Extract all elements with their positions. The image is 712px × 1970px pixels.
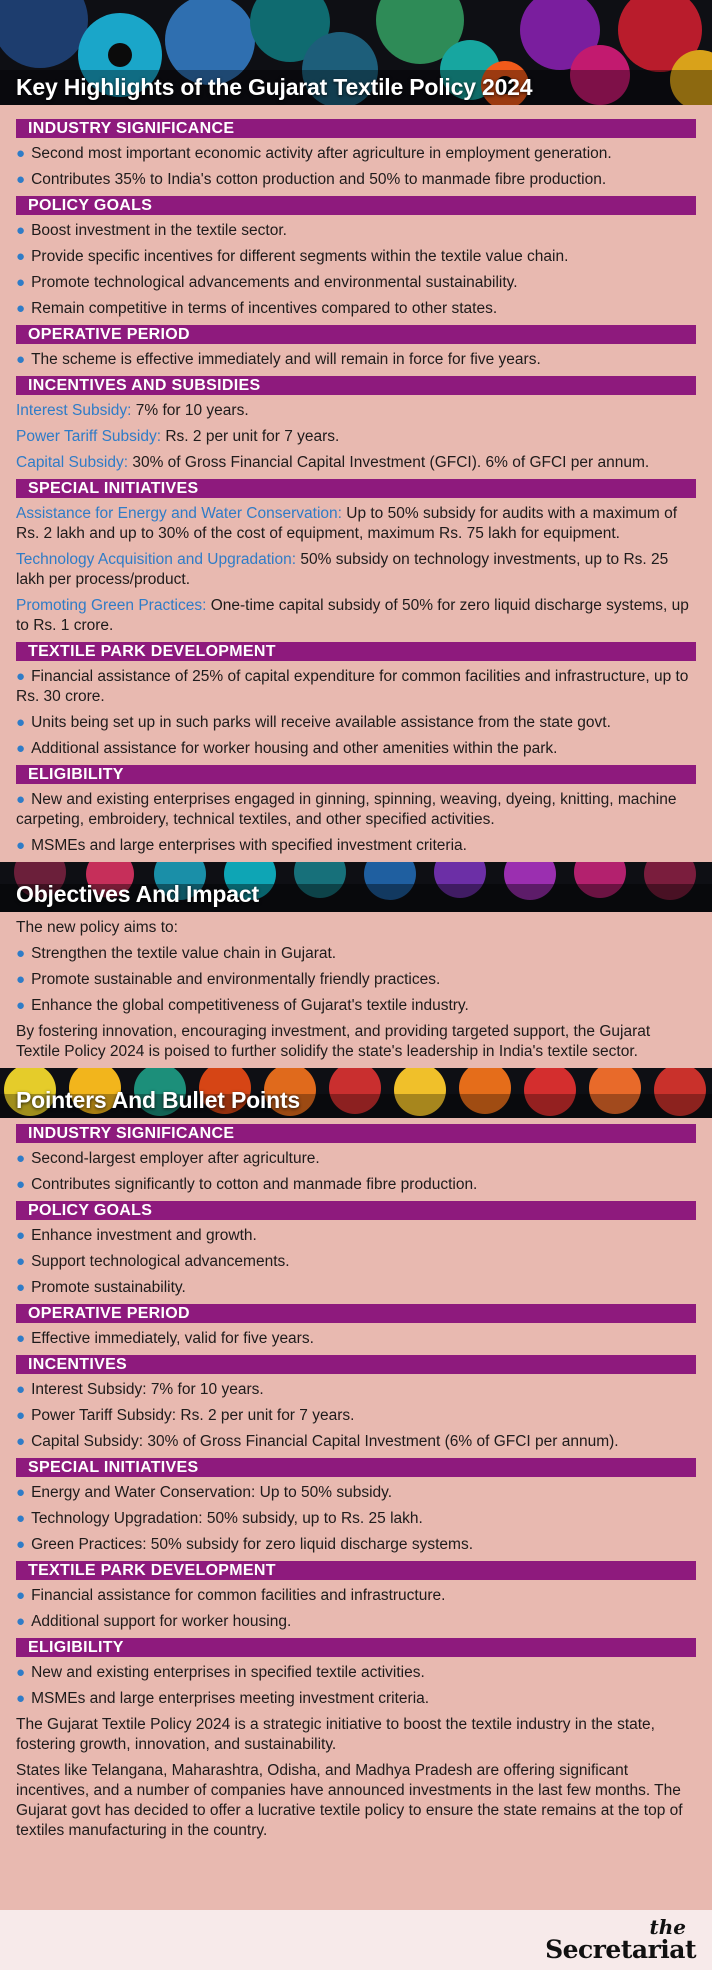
top-sections — [0, 105, 712, 856]
list-item: ● Units being set up in such parks will receive available assistance from the state govt. — [16, 714, 611, 731]
section-heading-incentives: INCENTIVES — [16, 1355, 696, 1374]
section-heading-industry-significance: INDUSTRY SIGNIFICANCE — [16, 119, 696, 138]
list-item: ● Additional support for worker housing. — [16, 1613, 292, 1630]
bullet-icon: ● — [16, 1484, 26, 1501]
bullet-icon: ● — [16, 668, 26, 685]
section-heading-incentives-and-subsidies: INCENTIVES AND SUBSIDIES — [16, 376, 696, 395]
list-item: ● Strengthen the textile value chain in Gujarat. — [16, 945, 337, 962]
bullet-icon: ● — [16, 1510, 26, 1527]
bullet-icon: ● — [16, 945, 26, 962]
secretariat-logo — [545, 1917, 696, 1962]
list-item: ● Financial assistance of 25% of capital expenditure for common facilities and infrastructure, up to Rs. 30 crore. — [16, 668, 689, 705]
list-item: ● Promote technological advancements and environmental sustainability. — [16, 274, 518, 291]
list-item: ● MSMEs and large enterprises meeting investment criteria. — [16, 1690, 430, 1707]
list-item: ● New and existing enterprises engaged in ginning, spinning, weaving, dyeing, knitting, machine carpeting, embroidery, technical textiles, and other specified activities. — [16, 791, 677, 828]
logo-brand: Secretariat — [545, 1935, 696, 1964]
main-title: Key Highlights of the Gujarat Textile Policy 2024 — [16, 74, 533, 100]
bullet-icon: ● — [16, 971, 26, 988]
list-item: ● Second most important economic activity after agriculture in employment generation. — [16, 145, 612, 162]
bullet-icon: ● — [16, 171, 26, 188]
section-heading-industry-significance: INDUSTRY SIGNIFICANCE — [16, 1124, 696, 1143]
bullet-icon: ● — [16, 1433, 26, 1450]
section-heading-textile-park-development: TEXTILE PARK DEVELOPMENT — [16, 642, 696, 661]
bullet-icon: ● — [16, 1253, 26, 1270]
list-item: ● Support technological advancements. — [16, 1253, 290, 1270]
list-item: ● Enhance the global competitiveness of Gujarat's textile industry. — [16, 997, 469, 1014]
bullet-icon: ● — [16, 248, 26, 265]
bullet-icon: ● — [16, 1664, 26, 1681]
list-item: ● The scheme is effective immediately and will remain in force for five years. — [16, 351, 541, 368]
list-item: ● Additional assistance for worker housing and other amenities within the park. — [16, 740, 558, 757]
bullet-icon: ● — [16, 351, 26, 368]
key-value-item: Power Tariff Subsidy: Rs. 2 per unit for 7 years. — [16, 428, 340, 445]
section-heading-policy-goals: POLICY GOALS — [16, 1201, 696, 1220]
list-item: ● Green Practices: 50% subsidy for zero liquid discharge systems. — [16, 1536, 474, 1553]
list-item: ● Technology Upgradation: 50% subsidy, up to Rs. 25 lakh. — [16, 1510, 423, 1527]
key-value-item: Promoting Green Practices: One-time capital subsidy of 50% for zero liquid discharge systems, up to Rs. 1 crore. — [16, 597, 689, 634]
objectives-banner — [0, 862, 712, 912]
bullet-icon: ● — [16, 1381, 26, 1398]
objectives-closing: By fostering innovation, encouraging investment, and providing targeted support, the Gujarat Textile Policy 2024 is poised to further solidify the state's leadership in India's textile sector. — [16, 1023, 651, 1060]
list-item: ● Capital Subsidy: 30% of Gross Financial Capital Investment (6% of GFCI per annum). — [16, 1433, 619, 1450]
list-item: ● Contributes significantly to cotton and manmade fibre production. — [16, 1176, 478, 1193]
list-item: ● Effective immediately, valid for five years. — [16, 1330, 314, 1347]
list-item: ● MSMEs and large enterprises with specified investment criteria. — [16, 837, 467, 854]
bullet-icon: ● — [16, 274, 26, 291]
objectives-intro: The new policy aims to: — [16, 919, 178, 936]
bullet-icon: ● — [16, 1536, 26, 1553]
bullet-icon: ● — [16, 1613, 26, 1630]
bullet-icon: ● — [16, 1279, 26, 1296]
closing-paragraph: The Gujarat Textile Policy 2024 is a strategic initiative to boost the textile industry in the state, fostering growth, innovation, and sustainability. — [16, 1716, 655, 1753]
bullet-icon: ● — [16, 997, 26, 1014]
bullet-icon: ● — [16, 1330, 26, 1347]
key-value-item: Interest Subsidy: 7% for 10 years. — [16, 402, 249, 419]
list-item: ● Second-largest employer after agriculture. — [16, 1150, 320, 1167]
bullet-icon: ● — [16, 740, 26, 757]
logo-the: the — [649, 1915, 686, 1939]
closing-paragraph: States like Telangana, Maharashtra, Odisha, and Madhya Pradesh are offering significant incentives, and a number of companies have announced investments in the last few months. The Gujarat govt has decided to offer a lucrative textile policy to ensure the state remains at the top of textiles manufacturing in the country. — [16, 1762, 683, 1839]
objectives-section — [0, 912, 712, 1062]
list-item: ● Remain competitive in terms of incentives compared to other states. — [16, 300, 498, 317]
section-heading-special-initiatives: SPECIAL INITIATIVES — [16, 1458, 696, 1477]
bullet-icon: ● — [16, 1227, 26, 1244]
bullet-icon: ● — [16, 1150, 26, 1167]
key-value-item: Capital Subsidy: 30% of Gross Financial Capital Investment (GFCI). 6% of GFCI per annum. — [16, 454, 650, 471]
bullet-icon: ● — [16, 1176, 26, 1193]
section-heading-operative-period: OPERATIVE PERIOD — [16, 1304, 696, 1323]
objectives-title: Objectives And Impact — [16, 881, 259, 907]
key-value-item: Technology Acquisition and Upgradation: 50% subsidy on technology investments, up to Rs. 25 lakh per process/product. — [16, 551, 669, 588]
bullet-icon: ● — [16, 300, 26, 317]
bullet-icon: ● — [16, 1587, 26, 1604]
section-heading-special-initiatives: SPECIAL INITIATIVES — [16, 479, 696, 498]
bullet-icon: ● — [16, 145, 26, 162]
list-item: ● Enhance investment and growth. — [16, 1227, 257, 1244]
pointers-title: Pointers And Bullet Points — [16, 1087, 301, 1113]
list-item: ● New and existing enterprises in specified textile activities. — [16, 1664, 425, 1681]
section-heading-eligibility: ELIGIBILITY — [16, 765, 696, 784]
list-item: ● Power Tariff Subsidy: Rs. 2 per unit for 7 years. — [16, 1407, 355, 1424]
list-item: ● Financial assistance for common facilities and infrastructure. — [16, 1587, 446, 1604]
header-banner — [0, 0, 712, 105]
section-heading-operative-period: OPERATIVE PERIOD — [16, 325, 696, 344]
bullet-icon: ● — [16, 791, 26, 808]
section-heading-policy-goals: POLICY GOALS — [16, 196, 696, 215]
bullet-icon: ● — [16, 1690, 26, 1707]
footer — [0, 1910, 712, 1970]
list-item: ● Contributes 35% to India's cotton production and 50% to manmade fibre production. — [16, 171, 607, 188]
list-item: ● Provide specific incentives for different segments within the textile value chain. — [16, 248, 569, 265]
pointers-banner — [0, 1068, 712, 1118]
bullet-icon: ● — [16, 222, 26, 239]
list-item: ● Promote sustainable and environmentally friendly practices. — [16, 971, 441, 988]
bullet-icon: ● — [16, 837, 26, 854]
section-heading-textile-park-development: TEXTILE PARK DEVELOPMENT — [16, 1561, 696, 1580]
list-item: ● Promote sustainability. — [16, 1279, 186, 1296]
section-heading-eligibility: ELIGIBILITY — [16, 1638, 696, 1657]
bullet-icon: ● — [16, 714, 26, 731]
list-item: ● Energy and Water Conservation: Up to 50% subsidy. — [16, 1484, 393, 1501]
bullet-icon: ● — [16, 1407, 26, 1424]
list-item: ● Boost investment in the textile sector. — [16, 222, 287, 239]
list-item: ● Interest Subsidy: 7% for 10 years. — [16, 1381, 264, 1398]
pointers-section — [0, 1118, 712, 1841]
key-value-item: Assistance for Energy and Water Conservation: Up to 50% subsidy for audits with a maximum of Rs. 2 lakh and up to 30% of the cost of equipment, maximum Rs. 75 lakh for equipment. — [16, 505, 678, 542]
